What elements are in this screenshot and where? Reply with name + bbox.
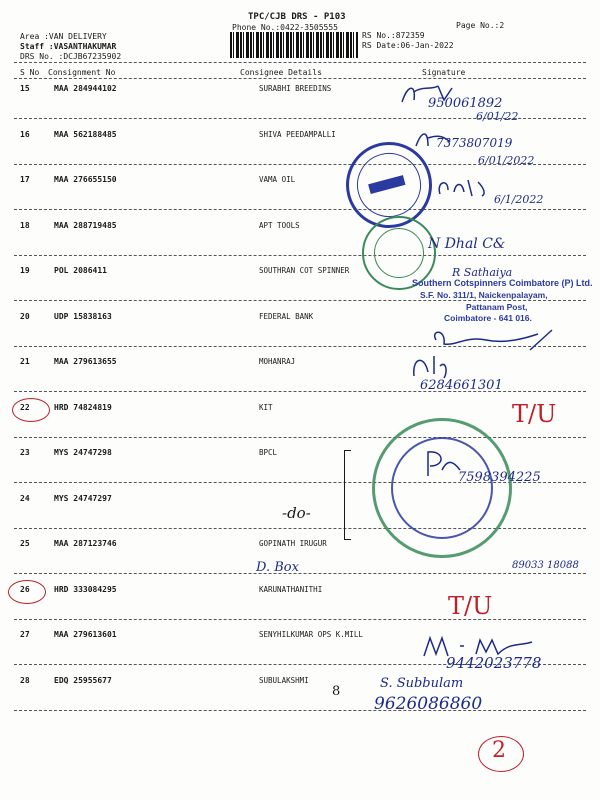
page-number: Page No.:2 [456,21,505,30]
row-consignment-no: MYS 24747297 [54,494,112,503]
row-sno: 16 [20,130,30,139]
row-consignment-no: HRD 333084295 [54,585,117,594]
barcode-icon [230,32,358,58]
row-sno: 20 [20,312,30,321]
row-sno: 17 [20,175,30,184]
col-sno: S No [20,68,40,77]
row-consignment-no: MAA 287123746 [54,539,117,548]
row-divider [14,255,586,256]
row-consignee: SUBULAKSHMI [259,676,309,685]
signature-date: 6/01/22 [476,110,519,123]
row-divider [14,710,586,711]
red-circle-icon [12,398,50,422]
row-sno: 22 [20,403,30,412]
row-divider [14,528,586,529]
signature-name: D. Box [256,560,299,575]
signature-phone: 7598394225 [458,470,541,485]
row-sno: 27 [20,630,30,639]
col-consignee: Consignee Details [240,68,322,77]
row-sno: 28 [20,676,30,685]
signature-scribble-icon [410,352,450,380]
signature-date: 6/1/2022 [494,193,544,206]
row-consignee: SURABHI BREEDINS [259,84,332,93]
row-sno: 19 [20,266,30,275]
row-consignee: FEDERAL BANK [259,312,314,321]
signature-phone: 9626086860 [374,694,483,714]
row-note: 8 [332,684,341,699]
row-sno: 21 [20,357,30,366]
area-label: Area :VAN DELIVERY [20,32,107,41]
company-stamp-icon [372,418,512,558]
drs-number: DRS No. :DCJB67235902 [20,52,122,61]
col-signature: Signature [422,68,466,77]
signature-name: R Sathaiya [452,266,513,279]
rs-date: RS Date:06-Jan-2022 [362,41,454,50]
row-consignment-no: EDQ 25955677 [54,676,112,685]
bracket-mark [344,450,351,540]
row-consignment-no: MAA 562188485 [54,130,117,139]
row-consignment-no: MAA 276655150 [54,175,117,184]
not-delivered-mark: T/U [512,400,557,428]
row-sno: 23 [20,448,30,457]
row-consignee: GOPINATH IRUGUR [259,539,327,548]
row-sno: 25 [20,539,30,548]
rs-number: RS No.:872359 [362,31,425,40]
signature-date: 6/01/2022 [478,154,535,167]
signature-scribble-icon [434,176,494,200]
row-consignee: BPCL [259,448,278,457]
stamp-company-name: Southern Cotspinners Coimbatore (P) Ltd. [412,278,593,288]
divider [14,62,586,63]
row-consignee: VAMA OIL [259,175,296,184]
signature-phone: 7373807019 [436,136,513,150]
row-consignee: SOUTHRAN COT SPINNER [259,266,350,275]
row-consignment-no: UDP 15838163 [54,312,112,321]
row-consignee: KIT [259,403,273,412]
row-consignment-no: MAA 279613601 [54,630,117,639]
row-consignee: APT TOOLS [259,221,300,230]
row-consignee: MOHANRAJ [259,357,296,366]
stamp-address: Coimbatore - 641 016. [444,313,532,323]
row-divider [14,619,586,620]
signature-name: S. Subbulam [380,676,464,691]
row-consignee: SENYHILKUMAR OPS K.MILL [259,630,363,639]
page-count-mark: 2 [492,738,506,763]
row-divider [14,437,586,438]
row-divider [14,209,586,210]
ditto-mark: -do- [282,504,311,522]
red-circle-icon [8,580,46,604]
divider [14,78,586,79]
stamp-address: S.F. No. 311/1, Naickenpalayam, [420,290,548,300]
row-sno: 24 [20,494,30,503]
row-sno: 26 [20,585,30,594]
document-title: TPC/CJB DRS - P103 [248,12,346,22]
staff-label: Staff :VASANTHAKUMAR [20,42,117,51]
row-consignment-no: HRD 74824819 [54,403,112,412]
signature-phone: 89033 18088 [512,560,579,571]
signature-phone: 9442023778 [446,654,542,672]
signature-phone: 950061892 [428,96,503,111]
row-divider [14,573,586,574]
row-sno: 18 [20,221,30,230]
col-consignment: Consignment No [48,68,116,77]
row-consignment-no: MYS 24747298 [54,448,112,457]
row-consignment-no: MAA 279613655 [54,357,117,366]
signature-phone: 6284661301 [420,378,503,393]
phone-number: Phone No.:0422-3505555 [232,23,338,32]
row-consignment-no: MAA 288719485 [54,221,117,230]
row-divider [14,300,586,301]
stamp-address: Pattanam Post, [466,302,528,312]
signature-name: N Dhal C& [428,236,506,252]
row-sno: 15 [20,84,30,93]
row-consignment-no: POL 2086411 [54,266,107,275]
row-consignee: SHIVA PEEDAMPALLI [259,130,336,139]
row-consignee: KARUNATHANITHI [259,585,323,594]
row-consignment-no: MAA 284944102 [54,84,117,93]
not-delivered-mark: T/U [448,592,493,620]
